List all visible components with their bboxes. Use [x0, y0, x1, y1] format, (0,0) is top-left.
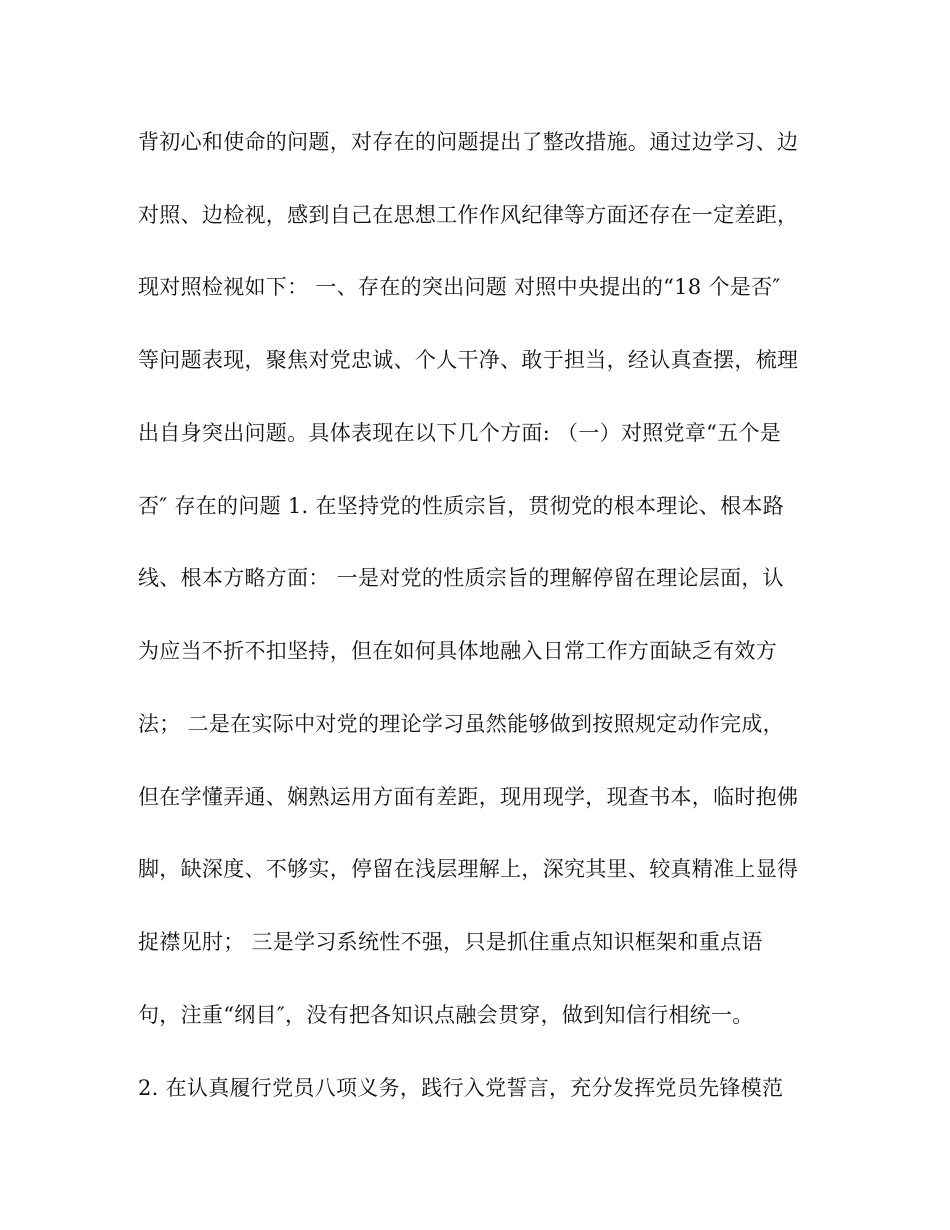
- text-line-1: 背初心和使命的问题，对存在的问题提出了整改措施。通过边学习、边: [138, 130, 799, 154]
- text-line-4: 等问题表现，聚焦对党忠诚、个人干净、敢于担当，经认真查摆，梳理: [138, 348, 799, 372]
- text-line-3: 现对照检视如下： 一、存在的突出问题 对照中央提出的“18 个是否″: [138, 275, 781, 299]
- text-line-9: 法； 二是在实际中对党的理论学习虽然能够做到按照规定动作完成，: [138, 712, 784, 736]
- text-line-8: 为应当不折不扣坚持，但在如何具体地融入日常工作方面缺乏有效方: [138, 639, 777, 663]
- text-line-11: 脚，缺深度、不够实，停留在浅层理解上，深究其里、较真精准上显得: [138, 857, 799, 881]
- text-line-13: 句，注重“纲目″，没有把各知识点融会贯穿，做到知信行相统一。: [138, 1003, 754, 1027]
- text-line-14: 2. 在认真履行党员八项义务，践行入党誓言，充分发挥党员先锋模范: [138, 1076, 784, 1100]
- text-line-6: 否″ 存在的问题 1. 在坚持党的性质宗旨，贯彻党的根本理论、根本路: [138, 494, 785, 518]
- text-line-5: 出自身突出问题。具体表现在以下几个方面: （一）对照党章“五个是: [138, 421, 782, 445]
- text-line-7: 线、根本方略方面： 一是对党的性质宗旨的理解停留在理论层面，认: [138, 566, 784, 590]
- text-line-12: 捉襟见肘； 三是学习系统性不强，只是抓住重点知识框架和重点语: [138, 930, 763, 954]
- text-line-10: 但在学懂弄通、娴熟运用方面有差距，现用现学，现查书本，临时抱佛: [138, 785, 799, 809]
- text-line-2: 对照、边检视，感到自己在思想工作作风纪律等方面还存在一定差距，: [138, 203, 799, 227]
